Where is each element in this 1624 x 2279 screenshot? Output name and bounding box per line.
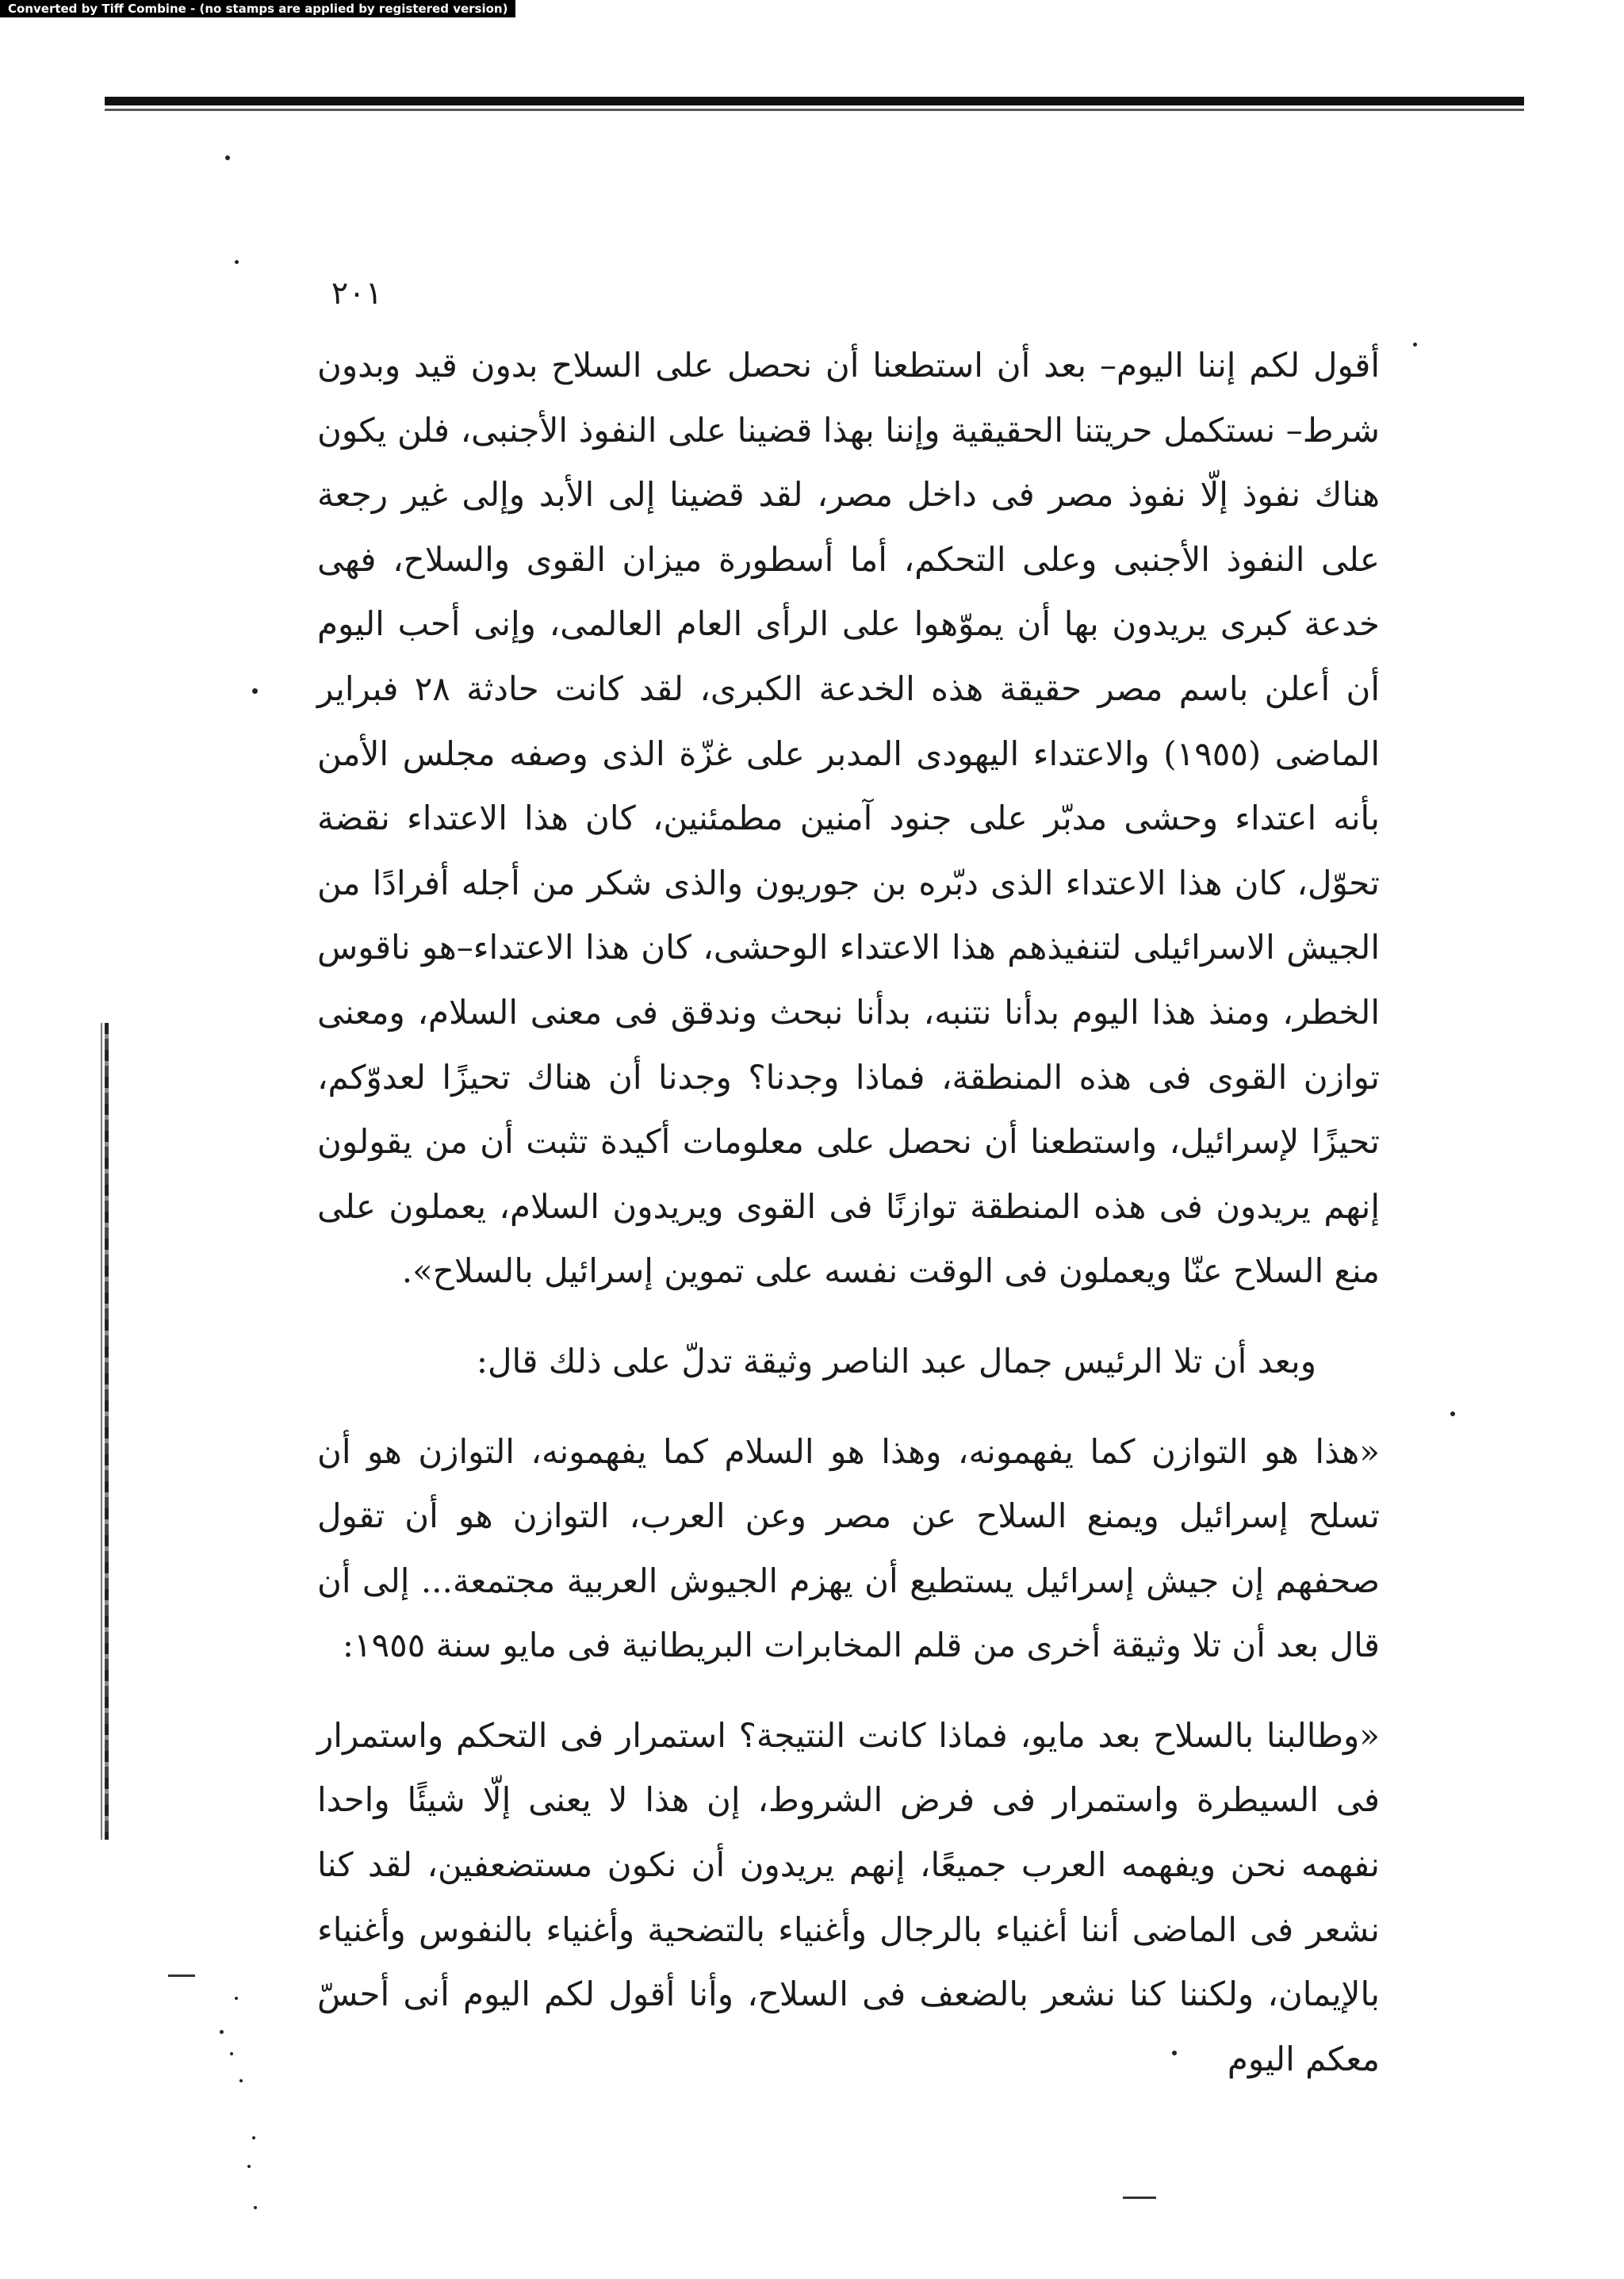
scan-dash <box>1123 2197 1156 2199</box>
page-body <box>317 333 1380 2091</box>
scan-speck <box>235 260 239 264</box>
scan-binding-edge <box>105 1023 109 1840</box>
scan-speck <box>230 2052 233 2055</box>
paragraph-narration: وبعد أن تلا الرئيس جمال عبد الناصر وثيقة تدلّ على ذلك قال: <box>476 1341 1316 1381</box>
scan-speck <box>252 2136 255 2139</box>
scan-speck <box>1172 2051 1177 2055</box>
scan-speck <box>254 2206 257 2209</box>
scan-speck <box>247 2165 251 2168</box>
scan-speck <box>220 2030 224 2034</box>
scan-dash <box>168 1974 195 1977</box>
paragraph-speech-quote: أقول لكم إننا اليوم– بعد أن استطعنا أن نحصل على السلاح بدون قيد وبدون شرط– نستكمل حريتنا الحقيقية وإننا بهذا قضينا على النفوذ الأجنبى، فلن يكون هناك نفوذ إلّا نفوذ مصر فى داخل مصر، لقد قضينا إلى الأبد وإلى غير رجعة على النفوذ الأجنبى وعلى التحكم، أما أسطورة ميزان القوى والسلاح، فهى خدعة كبرى يريدون بها أن يموّهوا على الرأى العام العالمى، وإنى أحب اليوم أن أعلن باسم مصر حقيقة هذه الخدعة الكبرى، لقد كانت حادثة ٢٨ فبراير الماضى (١٩٥٥) والاعتداء اليهودى المدبر على غزّة الذى وصفه مجلس الأمن بأنه اعتداء وحشى مدبّر على جنود آمنين مطمئنين، كان هذا الاعتداء نقضة تحوّل، كان هذا الاعتداء الذى دبّره بن جوريون والذى شكر من أجله أفرادًا من الجيش الاسرائيلى لتنفيذهم هذا الاعتداء الوحشى، كان هذا الاعتداء–هو ناقوس الخطر، ومنذ هذا اليوم بدأنا نتنبه، بدأنا نبحث وندقق فى معنى السلام، ومعنى توازن القوى فى هذه المنطقة، فماذا وجدنا؟ وجدنا أن هناك تحيزًا لعدوّكم، تحيزًا لإسرائيل، واستطعنا أن نحصل على معلومات أكيدة تثبت أن من يقولون إنهم يريدون فى هذه المنطقة توازنًا فى القوى ويريدون السلام، يعملون على منع السلاح عنّا ويعملون فى الوقت نفسه على تموين إسرائيل بالسلاح». <box>317 346 1381 1291</box>
scan-speck <box>252 688 258 694</box>
scan-margin-line <box>101 1023 102 1840</box>
paragraph-arms-quote: «وطالبنا بالسلاح بعد مايو، فماذا كانت النتيجة؟ استمرار فى التحكم واستمرار فى السيطرة واستمرار فى فرض الشروط، إن هذا لا يعنى إلّا شيئًا واحدا نفهمه نحن ويفهمه العرب جميعًا، إنهم يريدون أن نكون مستضعفين، لقد كنا نشعر فى الماضى أننا أغنياء بالرجال وأغنياء بالتضحية وأغنياء بالنفوس وأغنياء بالإيمان، ولكننا كنا نشعر بالضعف فى السلاح، وأنا أقول لكم اليوم أنى أحسّ معكم اليوم <box>317 1715 1380 2078</box>
paragraph-balance-quote: «هذا هو التوازن كما يفهمونه، وهذا هو السلام كما يفهمونه، التوازن هو أن تسلح إسرائيل ويمنع السلاح عن مصر وعن العرب، التوازن هو أن تقول صحفهم إن جيش إسرائيل يستطيع أن يهزم الجيوش العربية مجتمعة... إلى أن قال بعد أن تلا وثيقة أخرى من قلم المخابرات البريطانية فى مايو سنة ١٩٥٥: <box>317 1431 1380 1665</box>
header-rule <box>105 97 1524 105</box>
page-number: ٢٠١ <box>331 275 383 312</box>
scan-speck <box>1413 343 1417 347</box>
scan-speck <box>225 155 230 160</box>
scan-speck <box>239 2079 243 2082</box>
scan-speck <box>1450 1411 1455 1416</box>
conversion-banner: Converted by Tiff Combine - (no stamps are applied by registered version) <box>0 0 515 17</box>
scan-speck <box>235 1997 238 2000</box>
